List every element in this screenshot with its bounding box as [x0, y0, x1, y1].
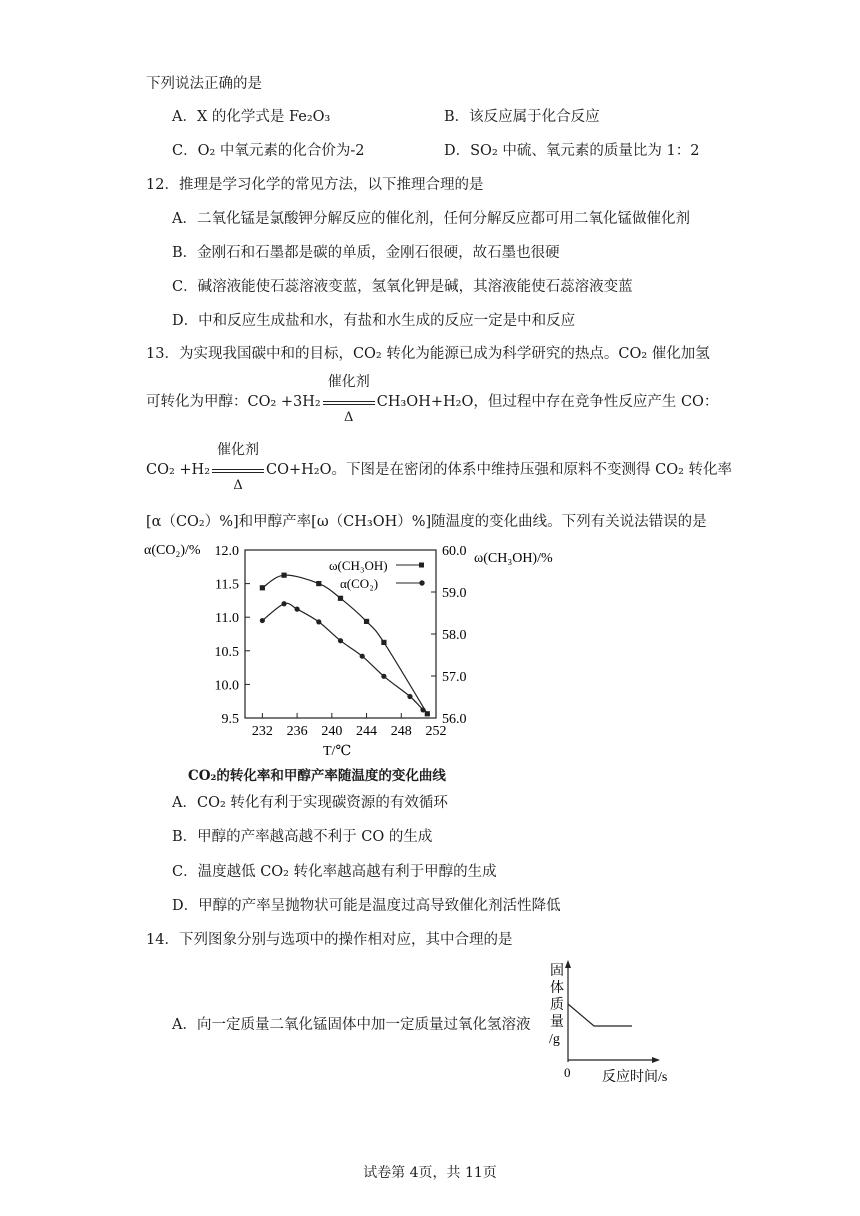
x-tick-label: 252 [425, 724, 447, 739]
q14-x-axis-label: 反应时间/s [602, 1070, 668, 1084]
q12-option-b: B．金刚石和石墨都是碳的单质，金刚石很硬，故石墨也很硬 [172, 245, 560, 261]
q11-option-d: D．SO₂ 中硫、氧元素的质量比为 1：2 [444, 143, 700, 159]
q14-curve [568, 1004, 632, 1026]
left-tick-label: 10.0 [214, 678, 239, 694]
heat-symbol: Δ [344, 410, 354, 425]
q12-stem: 12．推理是学习化学的常见方法，以下推理合理的是 [146, 177, 484, 193]
data-point-methanol [260, 585, 265, 590]
data-point-co2 [420, 707, 425, 712]
equation-1-condition [323, 374, 375, 425]
data-point-co2 [338, 638, 343, 643]
y-label-char: 质 [550, 998, 564, 1013]
q14-y-arrow [565, 960, 571, 968]
data-point-methanol [381, 640, 386, 645]
q14-x-arrow [652, 1057, 660, 1063]
left-tick-label: 12.0 [214, 544, 239, 559]
data-point-co2 [260, 618, 265, 623]
data-point-co2 [316, 619, 321, 624]
q13-option-a: A．CO₂ 转化有利于实现碳资源的有效循环 [172, 795, 448, 811]
q12-option-c: C．碱溶液能使石蕊溶液变蓝，氢氧化钾是碱，其溶液能使石蕊溶液变蓝 [172, 279, 633, 295]
data-point-co2 [381, 674, 386, 679]
right-axis-label: ω(CH₃OH)/% [474, 551, 553, 566]
q13-line3-post: 。下图是在密闭的体系中维持压强和原料不变测得 CO₂ 转化率 [331, 462, 733, 478]
equation-2-left: CO₂ +H₂ [146, 462, 211, 478]
q13-line4: [α（CO₂）%]和甲醇产率[ω（CH₃OH）%]随温度的变化曲线。下列有关说法错误的是 [146, 514, 707, 530]
q14-y-axis-label [549, 963, 564, 1047]
q12-option-a: A．二氧化锰是氯酸钾分解反应的催化剂，任何分解反应都可用二氧化锰做催化剂 [172, 211, 690, 227]
data-point-co2 [360, 654, 365, 659]
q14-stem: 14．下列图象分别与选项中的操作相对应，其中合理的是 [146, 932, 513, 948]
x-axis-label: T/℃ [323, 744, 352, 759]
x-tick-label: 240 [321, 724, 343, 739]
q13-option-b: B．甲醇的产率越高越不利于 CO 的生成 [172, 829, 433, 845]
data-point-methanol [338, 596, 343, 601]
legend-label-co2: α(CO₂) [340, 576, 379, 591]
left-tick-label: 11.5 [215, 577, 239, 593]
x-tick-label: 248 [390, 724, 412, 739]
equation-2-condition [212, 442, 264, 493]
right-tick-label: 57.0 [442, 670, 467, 685]
left-tick-label: 11.0 [215, 611, 239, 627]
equation-1-left: CO₂ +3H₂ [247, 394, 321, 410]
data-point-co2 [294, 607, 299, 612]
q11-option-b: B．该反应属于化合反应 [444, 109, 600, 125]
right-tick-label: 60.0 [442, 544, 467, 559]
x-tick-label: 244 [356, 724, 378, 739]
temperature-chart [140, 538, 580, 778]
q13-line2 [146, 374, 719, 425]
y-label-char: 体 [550, 981, 564, 996]
catalyst-label: 催化剂 [217, 442, 260, 458]
data-point-methanol [364, 619, 369, 624]
q13-option-c: C．温度越低 CO₂ 转化率越高越有利于甲醇的生成 [172, 864, 497, 880]
q13-line2-pre: 可转化为甲醇： [146, 394, 248, 410]
data-point-methanol [316, 581, 321, 586]
y-label-char: /g [549, 1032, 560, 1047]
q11-option-a: A．X 的化学式是 Fe₂O₃ [172, 109, 331, 125]
q11-intro: 下列说法正确的是 [146, 76, 262, 92]
page-footer: 试卷第 4页，共 11页 [363, 1165, 497, 1181]
right-tick-label: 58.0 [442, 628, 467, 643]
right-tick-label: 59.0 [442, 586, 467, 601]
left-tick-label: 9.5 [221, 712, 239, 727]
equation-1-right: CH₃OH+H₂O [376, 394, 474, 410]
legend-label-methanol: ω(CH₃OH) [329, 558, 388, 573]
left-tick-label: 10.5 [214, 644, 239, 660]
q14-option-a: A．向一定质量二氧化锰固体中加一定质量过氧化氢溶液 [172, 1017, 531, 1033]
q13-option-d: D．甲醇的产率呈抛物状可能是温度过高导致催化剂活性降低 [172, 898, 561, 914]
q12-option-d: D．中和反应生成盐和水，有盐和水生成的反应一定是中和反应 [172, 313, 576, 329]
y-label-char: 固 [550, 964, 564, 979]
catalyst-label: 催化剂 [327, 374, 370, 390]
data-point-methanol [281, 573, 286, 578]
heat-symbol: Δ [233, 478, 243, 493]
equation-2-right: CO+H₂O [266, 462, 332, 478]
x-tick-label: 236 [286, 724, 308, 739]
data-point-co2 [281, 601, 286, 606]
series-line-co2 [262, 603, 423, 710]
q11-option-c: C．O₂ 中氧元素的化合价为-2 [172, 143, 365, 159]
q14-origin-label: 0 [564, 1065, 571, 1080]
data-point-methanol [425, 711, 430, 716]
legend-marker-methanol [419, 563, 424, 568]
x-tick-label: 232 [251, 724, 273, 739]
legend-marker-co2 [419, 580, 424, 585]
y-label-char: 量 [550, 1015, 564, 1030]
q13-stem: 13．为实现我国碳中和的目标，CO₂ 转化为能源已成为科学研究的热点。CO₂ 催化加氢 [146, 346, 710, 362]
left-axis-label: α(CO₂)/% [144, 543, 201, 558]
q13-line3 [146, 442, 733, 493]
q13-line2-post: ，但过程中存在竞争性反应产生 CO： [473, 394, 719, 410]
legend [329, 558, 425, 591]
q14-graph-a [540, 960, 680, 1084]
right-tick-label: 56.0 [442, 712, 467, 727]
data-point-co2 [407, 694, 412, 699]
chart-caption: CO₂的转化率和甲醇产率随温度的变化曲线 [188, 768, 446, 784]
